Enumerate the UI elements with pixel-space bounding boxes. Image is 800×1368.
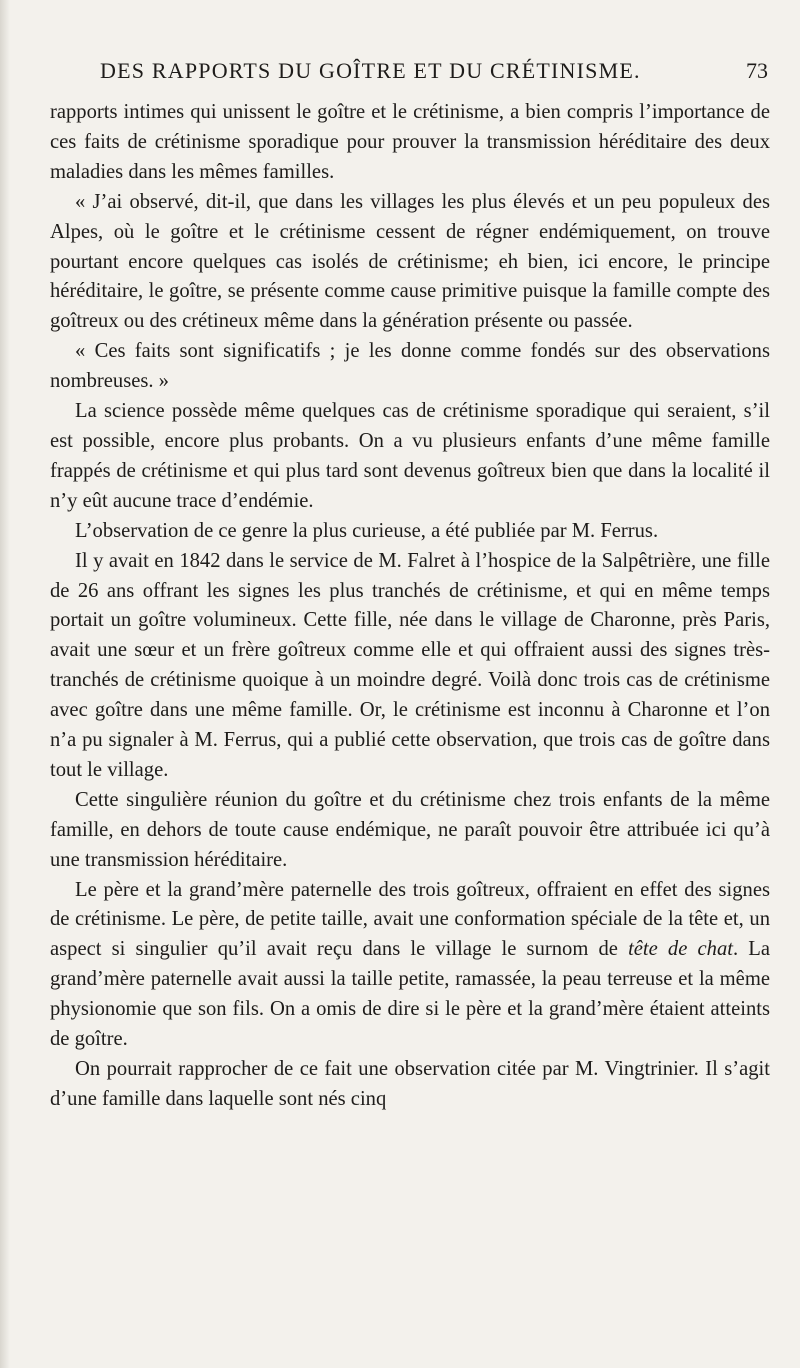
paragraph-2: « J’ai observé, dit-il, que dans les villages les plus élevés et un peu populeux des Alpes, où le goître et le crétinisme cessent de régner endémiquement, on trouve pourtant encore quelques cas isolés de crétinisme; eh bien, ici encore, le principe héréditaire, le goître, se présente comme cause primitive puisque la famille compte des goîtreux ou des crétineux même dans la génération présente ou passée. [50,190,770,333]
body-text [50,98,770,1115]
book-page [50,58,770,1115]
paragraph-1: rapports intimes qui unissent le goître et le crétinisme, a bien compris l’importance de ces faits de crétinisme sporadique pour prouver la transmission héréditaire des deux maladies dans les mêmes familles. [50,101,770,183]
paragraph-8 [50,876,770,1055]
paragraph-9: On pourrait rapprocher de ce fait une observation citée par M. Vingtrinier. Il s’agit d’une famille dans laquelle sont nés cinq [50,1058,770,1110]
paragraph-5: L’observation de ce genre la plus curieuse, a été publiée par M. Ferrus. [75,519,659,542]
paragraph-4: La science possède même quelques cas de crétinisme sporadique qui seraient, s’il est possible, encore plus probants. On a vu plusieurs enfants d’une même famille frappés de crétinisme et qui plus tard sont devenus goîtreux bien que dans la localité il n’y eût aucune trace d’endémie. [50,400,770,512]
page-number: 73 [746,58,768,83]
paragraph-8-text-after: . La grand’mère paternelle avait aussi la taille petite, ramassée, la peau terreuse et la même physionomie que son fils. On a omis de dire si le père et la grand’mère étaient atteints de goître. [50,938,770,1051]
running-title: DES RAPPORTS DU GOÎTRE ET DU CRÉTINISME. [100,58,641,83]
paragraph-6: Il y avait en 1842 dans le service de M. Falret à l’hospice de la Salpêtrière, une fille de 26 ans offrant les signes les plus tranchés de crétinisme, et qui en même temps portait un goître volumineux. Cette fille, née dans le village de Charonne, près Paris, avait une sœur et un frère goîtreux comme elle et qui offraient aussi des signes très-tranchés de crétinisme quoique à un moindre degré. Voilà donc trois cas de crétinisme avec goître dans une même famille. Or, le crétinisme est inconnu à Charonne et l’on n’a pu signaler à M. Ferrus, qui a publié cette observation, que trois cas de goître dans tout le village. [50,549,770,781]
italic-nickname: tête de chat [628,938,733,961]
paragraph-8-text-before: Le père et la grand’mère paternelle des trois goîtreux, offraient en effet des signes de crétinisme. Le père, de petite taille, avait une conformation spéciale de la tête et, un aspect si singulier qu’il avait reçu dans le village le surnom de [50,878,770,961]
running-head [50,58,770,98]
page-binding-shadow [0,0,10,1368]
paragraph-3: « Ces faits sont significatifs ; je les donne comme fondés sur des observations nombreuses. » [50,340,770,393]
paragraph-7: Cette singulière réunion du goître et du crétinisme chez trois enfants de la même famille, en dehors de toute cause endémique, ne paraît pouvoir être attribuée ici qu’à une transmission héréditaire. [50,788,770,871]
